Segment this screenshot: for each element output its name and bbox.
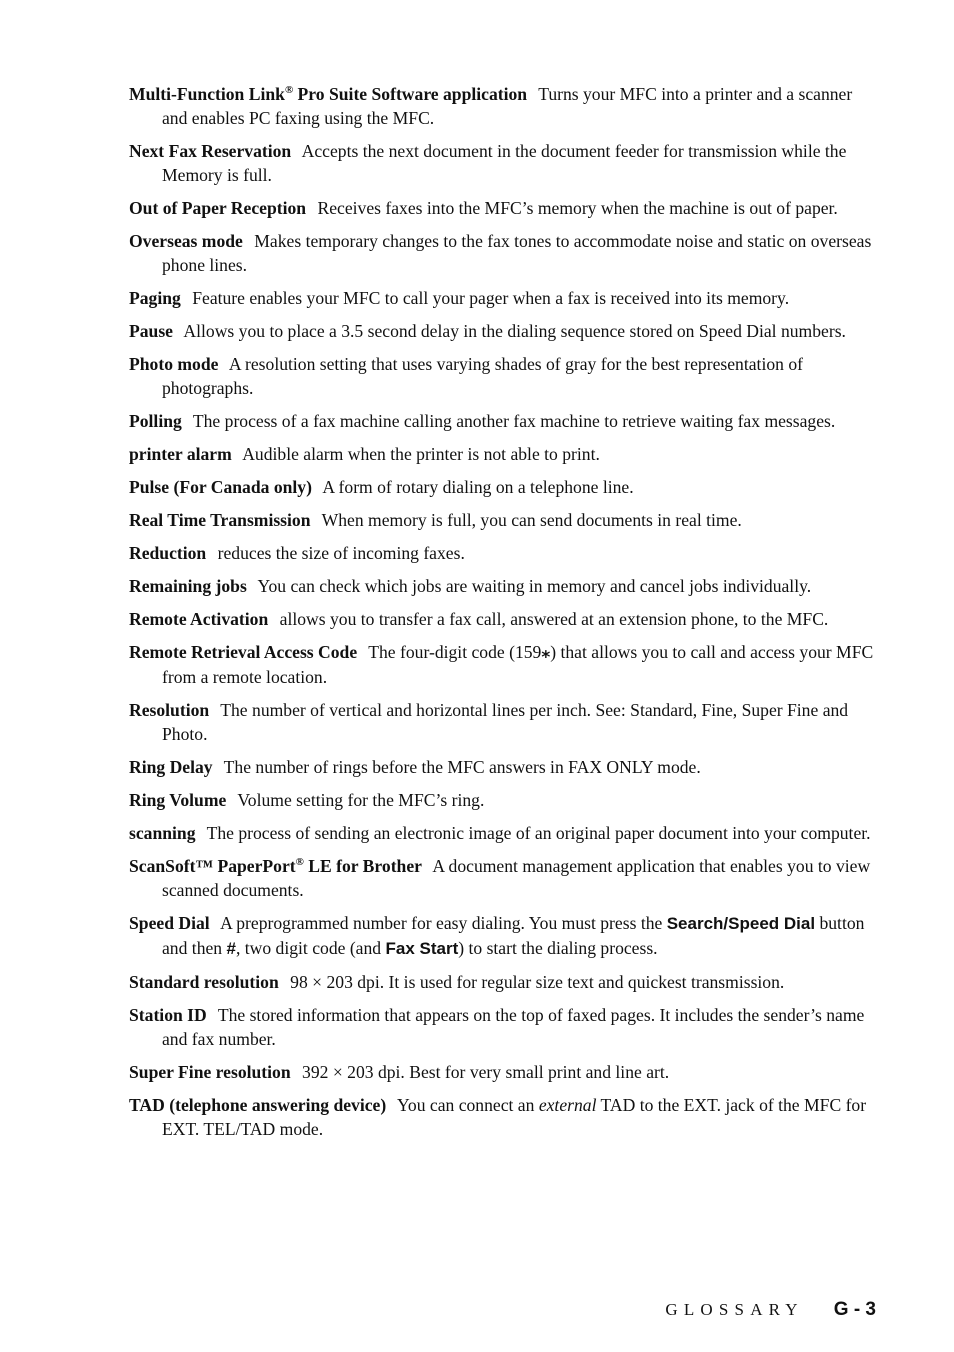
glossary-entry-speed-dial [129, 911, 877, 961]
key-label-hash: # [226, 939, 236, 958]
term-text: LE for Brother [303, 856, 422, 876]
glossary-term: Real Time Transmission [129, 510, 311, 530]
glossary-term: Reduction [129, 543, 207, 563]
glossary-entry-remaining-jobs [129, 574, 877, 598]
glossary-term: Resolution [129, 700, 210, 720]
glossary-term: Remaining jobs [129, 576, 247, 596]
glossary-term: Speed Dial [129, 913, 210, 933]
definition-text: button and then [162, 913, 865, 958]
term-text: ScanSoft™ PaperPort [129, 856, 296, 876]
glossary-definition: Makes temporary changes to the fax tones to accommodate noise and static on overseas phone lines. [162, 231, 872, 275]
glossary-definition [162, 913, 864, 958]
glossary-term: Overseas mode [129, 231, 243, 251]
glossary-entry-ring-volume [129, 788, 877, 812]
glossary-term: Photo mode [129, 354, 219, 374]
glossary-definition: The stored information that appears on the top of faxed pages. It includes the sender’s name and fax number. [162, 1005, 865, 1049]
glossary-entry-pulse [129, 475, 877, 499]
registered-mark: ® [295, 856, 304, 869]
glossary-entry-remote-activation [129, 607, 877, 631]
glossary-entry-out-of-paper-reception [129, 196, 877, 220]
definition-text: You can connect an [396, 1095, 539, 1115]
glossary-entry-overseas-mode [129, 229, 877, 277]
glossary-definition: You can check which jobs are waiting in memory and cancel jobs individually. [257, 576, 812, 596]
definition-text: , two digit code (and [235, 938, 386, 958]
glossary-definition: Receives faxes into the MFC’s memory when the machine is out of paper. [317, 198, 838, 218]
glossary-definition: Allows you to place a 3.5 second delay in the dialing sequence stored on Speed Dial numbers. [183, 321, 846, 341]
glossary-term: Ring Volume [129, 790, 227, 810]
glossary-definition: When memory is full, you can send documents in real time. [321, 510, 742, 530]
registered-mark: ® [284, 84, 294, 97]
definition-text: A preprogrammed number for easy dialing. You must press the [220, 913, 667, 933]
glossary-term: TAD (telephone answering device) [129, 1095, 387, 1115]
glossary-definition: Accepts the next document in the document feeder for transmission while the Memory is full. [162, 141, 847, 185]
glossary-term [129, 84, 527, 104]
glossary-definition: The process of sending an electronic image of an original paper document into your computer. [206, 823, 871, 843]
term-text: Multi-Function Link [129, 84, 285, 104]
glossary-definition: Turns your MFC into a printer and a scanner and enables PC faxing using the MFC. [162, 84, 853, 128]
glossary-term: Pause [129, 321, 173, 341]
glossary-entry-station-id [129, 1003, 877, 1051]
glossary-entry-scanning [129, 821, 877, 845]
definition-text: ) to start the dialing process. [458, 938, 658, 958]
glossary-entry-real-time-transmission [129, 508, 877, 532]
glossary-entry-remote-retrieval-access-code [129, 640, 877, 689]
glossary-term: printer alarm [129, 444, 232, 464]
glossary-entry-paging [129, 286, 877, 310]
glossary-definition: A form of rotary dialing on a telephone line. [322, 477, 634, 497]
star-key-icon: ⁎ [541, 643, 551, 663]
glossary-entry-next-fax-reservation [129, 139, 877, 187]
glossary-entry-polling [129, 409, 877, 433]
glossary-entry-printer-alarm [129, 442, 877, 466]
glossary-definition: Volume setting for the MFC’s ring. [237, 790, 485, 810]
glossary-term: Paging [129, 288, 181, 308]
glossary-definition: A document management application that enables you to view scanned documents. [162, 856, 871, 900]
glossary-entry-tad [129, 1093, 877, 1141]
definition-text: TAD to the EXT. jack of the MFC for EXT. TEL/TAD mode. [162, 1095, 867, 1139]
glossary-entry-scansoft-paperport [129, 854, 877, 902]
glossary-definition: reduces the size of incoming faxes. [217, 543, 465, 563]
glossary-list [129, 82, 877, 1150]
glossary-definition: allows you to transfer a fax call, answered at an extension phone, to the MFC. [279, 609, 829, 629]
glossary-definition: The process of a fax machine calling another fax machine to retrieve waiting fax messages. [192, 411, 836, 431]
definition-text: ) that allows you to call and access your MFC from a remote location. [162, 642, 874, 687]
glossary-term: Ring Delay [129, 757, 213, 777]
glossary-entry-super-fine-resolution [129, 1060, 877, 1084]
key-label-fax-start: Fax Start [385, 939, 459, 958]
glossary-definition: Audible alarm when the printer is not able to print. [242, 444, 600, 464]
glossary-definition: A resolution setting that uses varying shades of gray for the best representation of photographs. [162, 354, 803, 398]
glossary-term [129, 856, 422, 876]
glossary-term: Pulse (For Canada only) [129, 477, 312, 497]
page-footer [665, 1299, 876, 1321]
glossary-entry-pause [129, 319, 877, 343]
glossary-term: Remote Retrieval Access Code [129, 642, 358, 662]
glossary-term: Station ID [129, 1005, 207, 1025]
glossary-entry-photo-mode [129, 352, 877, 400]
glossary-definition: 98 × 203 dpi. It is used for regular size text and quickest transmission. [290, 972, 785, 992]
glossary-term: scanning [129, 823, 196, 843]
footer-section-title: GLOSSARY [665, 1300, 804, 1319]
glossary-definition: Feature enables your MFC to call your pager when a fax is received into its memory. [192, 288, 790, 308]
definition-emphasis: external [538, 1095, 597, 1115]
page-number: G - 3 [833, 1299, 876, 1320]
glossary-entry-standard-resolution [129, 970, 877, 994]
glossary-entry-ring-delay [129, 755, 877, 779]
glossary-definition: The number of vertical and horizontal lines per inch. See: Standard, Fine, Super Fine and Photo. [162, 700, 849, 744]
key-label-search-speed-dial: Search/Speed Dial [666, 914, 816, 933]
term-text: Pro Suite Software application [293, 84, 528, 104]
glossary-definition: 392 × 203 dpi. Best for very small print and line art. [302, 1062, 670, 1082]
definition-text: The four-digit code (159 [368, 642, 542, 662]
glossary-term: Out of Paper Reception [129, 198, 307, 218]
glossary-term: Polling [129, 411, 182, 431]
glossary-term: Standard resolution [129, 972, 279, 992]
glossary-term: Super Fine resolution [129, 1062, 291, 1082]
glossary-entry-reduction [129, 541, 877, 565]
glossary-definition: The number of rings before the MFC answers in FAX ONLY mode. [223, 757, 701, 777]
glossary-entry-multi-function-link [129, 82, 877, 130]
glossary-entry-resolution [129, 698, 877, 746]
glossary-term: Remote Activation [129, 609, 269, 629]
glossary-term: Next Fax Reservation [129, 141, 292, 161]
